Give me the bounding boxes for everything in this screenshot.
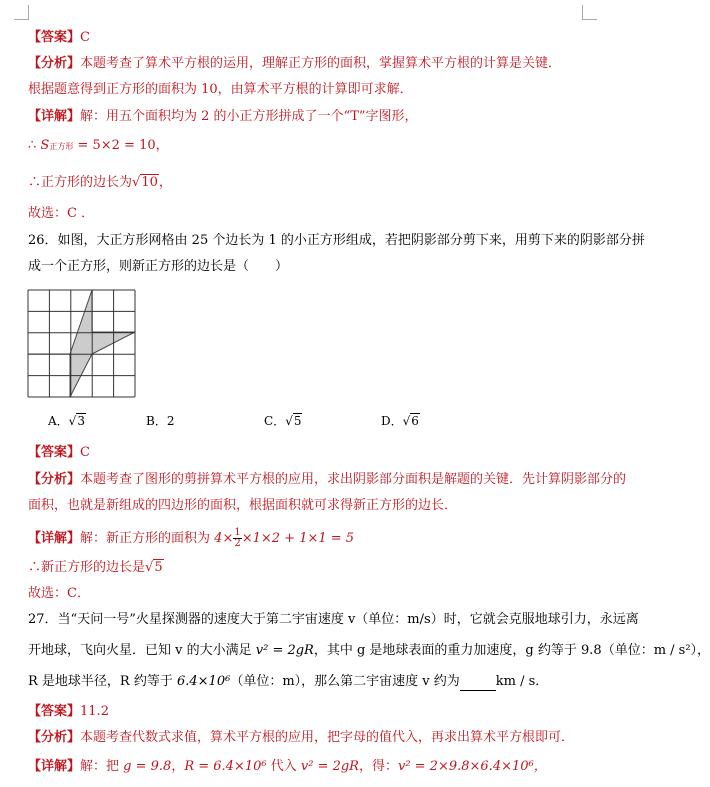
- q26-shaded-region: [28, 290, 135, 397]
- q25-analysis-2: 根据题意得到正方形的面积为 10，由算术平方根的计算即可求解．: [28, 82, 413, 97]
- crop-mark-right: [582, 5, 597, 20]
- q26-option-a: A．√3: [48, 414, 85, 428]
- answer-blank: [460, 678, 496, 691]
- q25-area-equation: ∴ S正方形 = 5×2 = 10，: [28, 138, 169, 153]
- q25-answer: 【答案】C: [28, 30, 90, 45]
- q26-answer: 【答案】C: [28, 445, 90, 460]
- q25-analysis: 【分析】本题考查了算术平方根的运用，理解正方形的面积，掌握算术平方根的计算是关键．: [28, 56, 562, 71]
- q26-stem-line2: 成一个正方形，则新正方形的边长是（ ）: [28, 259, 289, 274]
- q27-answer: 【答案】11.2: [28, 704, 109, 719]
- q26-analysis-2: 面积，也就是新组成的四边形的面积，根据面积就可求得新正方形的边长．: [28, 498, 458, 513]
- q26-detail: 【详解】解：新正方形的面积为 4× $\frac{1}{2}$ ×1×2 + 1×1 = 5: [28, 527, 355, 549]
- q26-grid-figure: [28, 290, 135, 397]
- q26-option-d: D．√6: [381, 414, 419, 428]
- q27-detail: 【详解】解：把 g = 9.8，R = 6.4×10⁶ 代入 v² = 2gR，得：v² = 2×9.8×6.4×10⁶，: [28, 759, 547, 774]
- q25-detail: 【详解】解：用五个面积均为 2 的小正方形拼成了一个“T”字图形，: [28, 109, 418, 124]
- fraction-one-half: $\frac{1}{2}$: [234, 527, 241, 549]
- q25-side-length: ∴正方形的边长为√10，: [28, 175, 172, 190]
- q27-analysis: 【分析】本题考查代数式求值，算术平方根的应用，把字母的值代入，再求出算术平方根即可．: [28, 730, 575, 745]
- q26-side-length: ∴新正方形的边长是√5: [28, 560, 163, 575]
- q26-stem-line1: 26．如图，大正方形网格由 25 个边长为 1 的小正方形组成，若把阴影部分剪下来，用剪下来的阴影部分拼: [28, 233, 645, 248]
- q25-choice: 故选：C ．: [28, 206, 95, 221]
- q27-stem-line3: R 是地球半径，R 约等于 6.4×10⁶（单位：m），那么第二宇宙速度 v 约为 km / s．: [28, 674, 549, 689]
- q27-stem-line2: 开地球，飞向火星．已知 v 的大小满足 v² = 2gR，其中 g 是地球表面的重力加速度，g 约等于 9.8（单位：m / s²），: [28, 643, 710, 658]
- q26-option-b: B．2: [146, 414, 175, 428]
- q27-stem-line1: 27．当“天问一号”火星探测器的速度大于第二宇宙速度 v（单位：m/s）时，它就会克服地球引力，永远离: [28, 612, 639, 627]
- q26-option-c: C．√5: [264, 414, 302, 428]
- q26-choice: 故选：C．: [28, 586, 90, 601]
- q26-analysis: 【分析】本题考查了图形的剪拼算术平方根的应用，求出阴影部分面积是解题的关键．先计算阴影部分的: [28, 472, 627, 487]
- crop-mark-left: [14, 5, 29, 20]
